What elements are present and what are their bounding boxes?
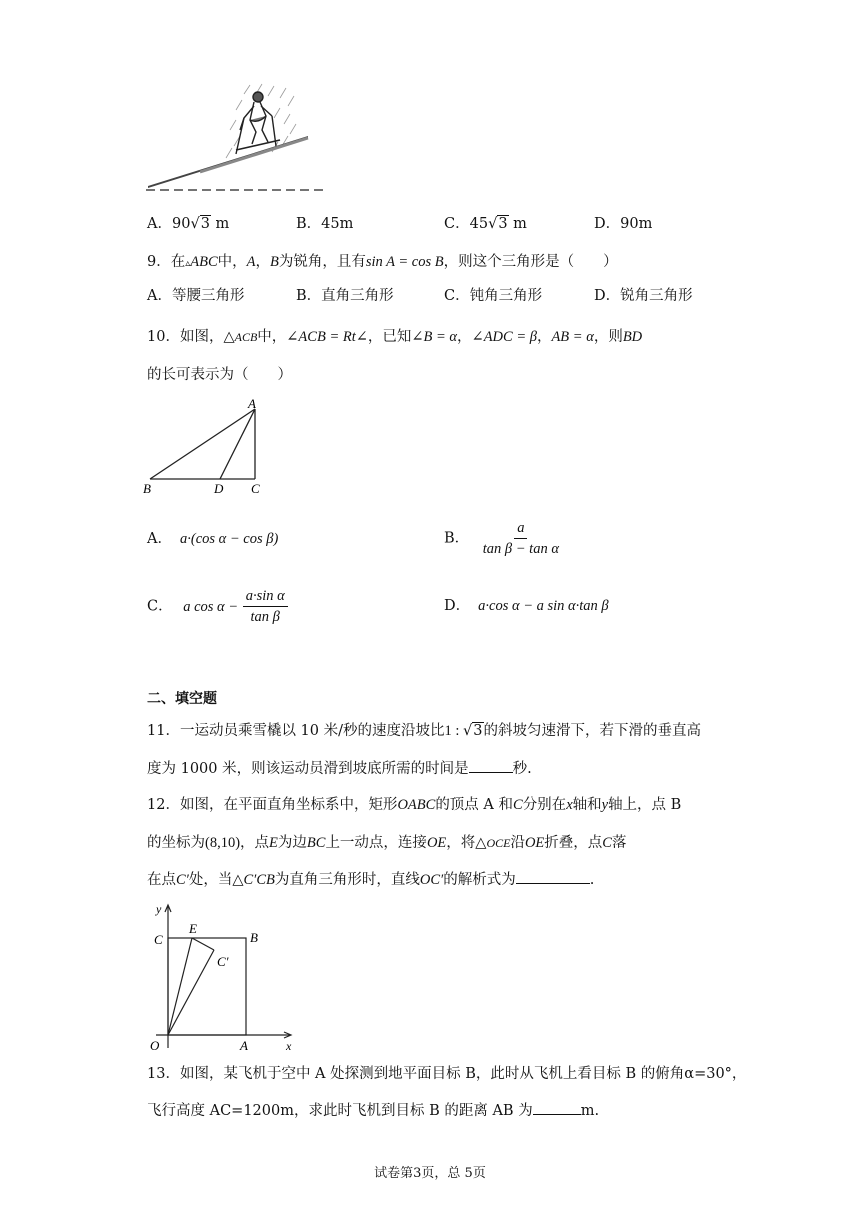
label-x: x (286, 1039, 292, 1053)
label-c: C (154, 932, 163, 947)
q12-stem-line2: 的坐标为(8,10)，点E为边BC上一动点，连接OE，将△OCE沿OE折叠，点C落 (147, 835, 627, 851)
label-d: D (214, 481, 224, 496)
q10-option-c[interactable]: C． a cos α − $\frac{\text{a·sin α}}{\text{tan β}}$ (147, 586, 288, 627)
q9-option-d[interactable]: D．锐角三角形 (594, 288, 693, 304)
q10-stem-line2: 的长可表示为（ ） (147, 367, 292, 383)
q12-stem-line1: 12．如图，在平面直角坐标系中，矩形OABC的顶点 A 和C分别在x轴和y轴上，点 B (147, 797, 682, 813)
label-c-prime: C′ (217, 954, 229, 969)
sqrt-symbol: √ 3 (190, 216, 210, 232)
label-o: O (150, 1038, 160, 1053)
label-a: A (248, 396, 256, 411)
q9-option-c[interactable]: C．钝角三角形 (444, 288, 543, 304)
label-b: B (143, 481, 151, 496)
section-title-fill-blank: 二、填空题 (147, 691, 217, 707)
q9-stem: 9．在▵ABC中，A，B为锐角，且有sin A = cos B，则这个三角形是（ ） (147, 254, 618, 270)
sqrt-symbol: √ 3 (463, 723, 483, 739)
q8-option-c[interactable]: C．45√ 3 m (444, 216, 527, 232)
label-e: E (189, 921, 197, 936)
label-b: B (250, 930, 258, 945)
q12-answer-blank[interactable] (516, 869, 590, 884)
q12-coordinate-figure (140, 900, 300, 1055)
page-footer: 试卷第3页，总 5页 (374, 1166, 486, 1181)
label-y: y (156, 902, 162, 916)
q8-option-d[interactable]: D．90m (594, 216, 653, 232)
q10-option-b[interactable]: B． $\frac{a}{\text{tan β − tan α}}$ (444, 520, 559, 557)
q9-option-b[interactable]: B．直角三角形 (296, 288, 394, 304)
q13-answer-blank[interactable] (533, 1100, 581, 1115)
q13-stem-line2: 飞行高度 AC=1200m，求此时飞机到目标 B 的距离 AB 为 m. (147, 1100, 599, 1121)
label-c: C (251, 481, 260, 496)
label-a: A (240, 1038, 248, 1053)
q10-triangle-figure (140, 393, 270, 498)
sqrt-symbol: √ 3 (488, 216, 508, 232)
q11-answer-blank[interactable] (469, 758, 513, 773)
q9-option-a[interactable]: A．等腰三角形 (147, 288, 245, 304)
q13-stem-line1: 13．如图，某飞机于空中 A 处探测到地平面目标 B，此时从飞机上看目标 B 的俯角α=30°， (147, 1066, 747, 1082)
q11-stem-line1: 11．一运动员乘雪橇以 10 米/秒的速度沿坡比1 : √ 3 的斜坡匀速滑下，若下滑的垂直高 (147, 723, 702, 739)
q10-option-a[interactable]: A． a·(cos α − cos β) (147, 531, 279, 547)
q10-stem-line1: 10．如图，△ACB中，∠ACB = Rt∠，已知∠B = α，∠ADC = β，AB = α，则BD (147, 329, 643, 345)
q8-option-a[interactable]: A．90√ 3 m (147, 216, 230, 232)
q8-option-b[interactable]: B．45m (296, 216, 354, 232)
q10-option-d[interactable]: D． a·cos α − a sin α·tan β (444, 598, 609, 614)
q11-stem-line2: 度为 1000 米，则该运动员滑到坡底所需的时间是 秒. (147, 758, 532, 779)
q12-stem-line3: 在点C′处，当△C′CB为直角三角形时，直线OC′的解析式为 . (147, 869, 594, 890)
skier-slope-figure (140, 80, 340, 195)
